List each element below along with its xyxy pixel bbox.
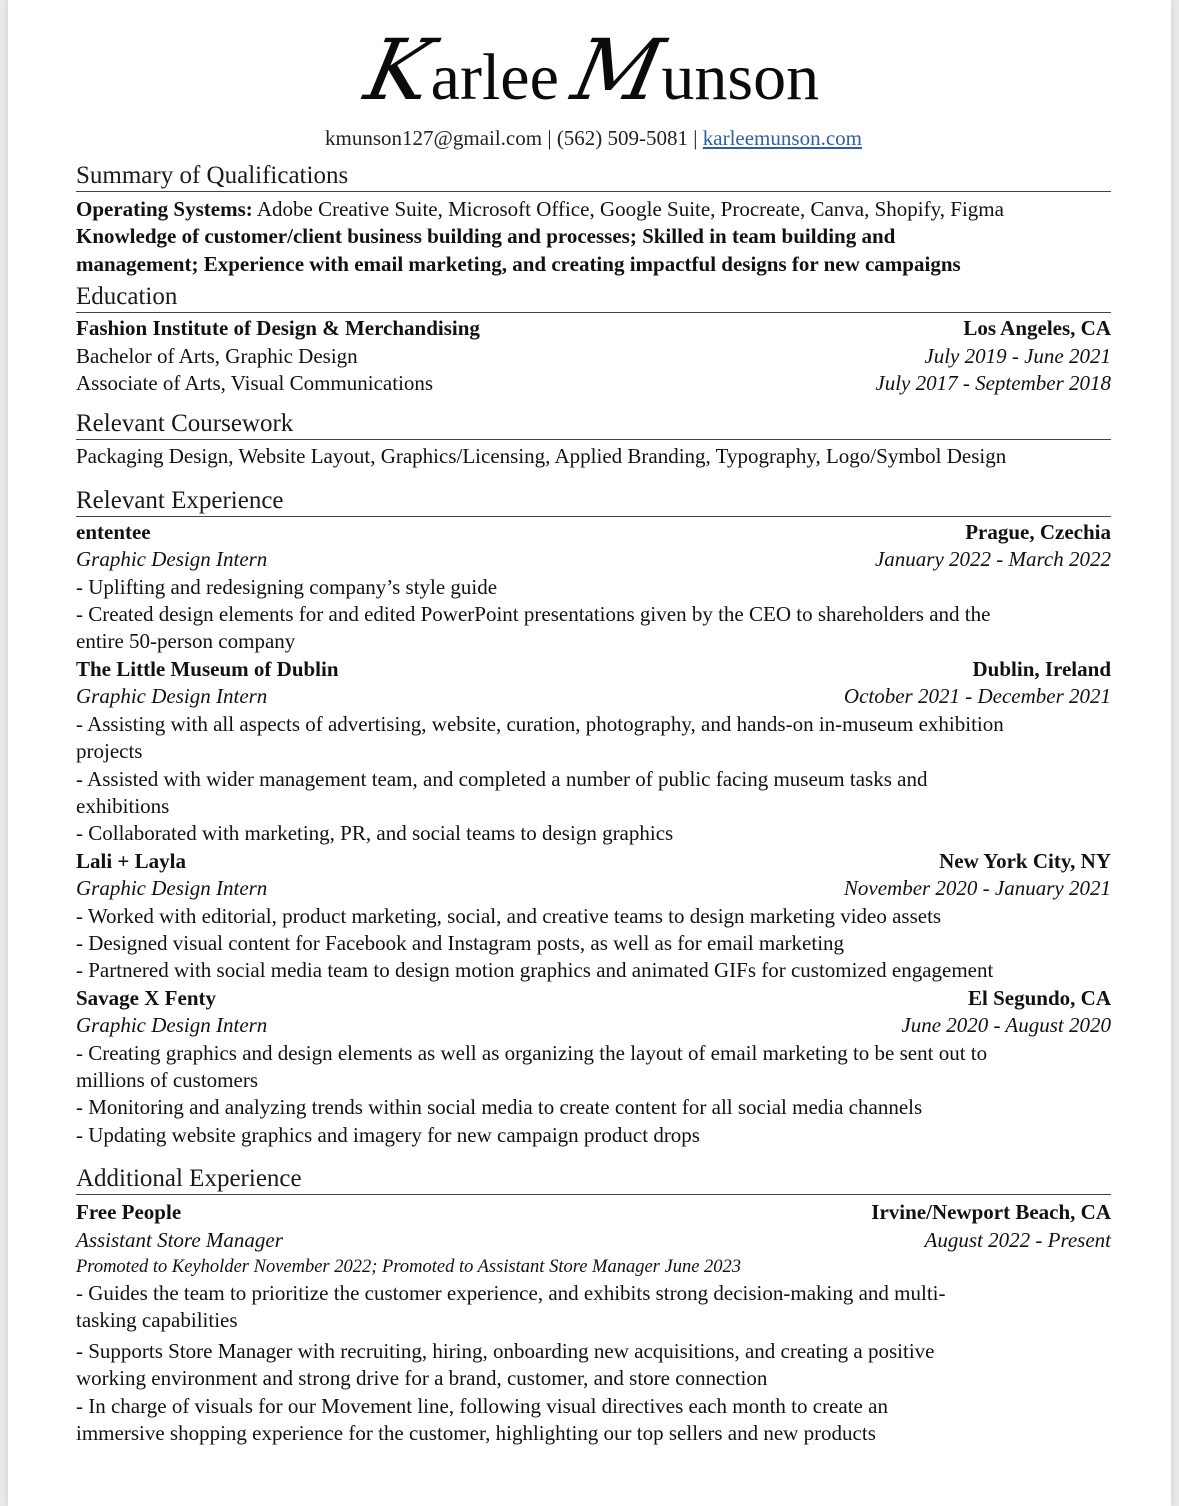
company-name: Free People bbox=[76, 1200, 182, 1225]
job-location: Irvine/Newport Beach, CA bbox=[871, 1200, 1111, 1225]
school-name: Fashion Institute of Design & Merchandising bbox=[76, 316, 480, 341]
company-name: Lali + Layla bbox=[76, 848, 186, 873]
knowledge-line: management; Experience with email marketing, and creating impactful designs for new campaigns bbox=[76, 251, 961, 276]
school-location: Los Angeles, CA bbox=[963, 316, 1111, 341]
promotion-note: Promoted to Keyholder November 2022; Promoted to Assistant Store Manager June 2023 bbox=[76, 1257, 742, 1277]
experience-heading: Relevant Experience bbox=[76, 486, 1111, 517]
job-bullet: - Designed visual content for Facebook and Instagram posts, as well as for email marketing bbox=[76, 930, 845, 955]
job-header-row bbox=[76, 848, 1111, 875]
degree-row bbox=[76, 370, 1111, 397]
degree-name: Bachelor of Arts, Graphic Design bbox=[76, 343, 358, 368]
company-name: Savage X Fenty bbox=[76, 985, 216, 1010]
job-header-row bbox=[76, 519, 1111, 546]
separator: | bbox=[542, 126, 557, 150]
job-bullet: - Guides the team to prioritize the customer experience, and exhibits strong decision-making and multi- bbox=[76, 1281, 946, 1305]
job-bullet: - Updating website graphics and imagery for new campaign product drops bbox=[76, 1122, 700, 1147]
candidate-name bbox=[76, 21, 1111, 119]
job-bullet: working environment and strong drive for a brand, customer, and store connection bbox=[76, 1366, 768, 1391]
job-bullet: - Partnered with social media team to design motion graphics and animated GIFs for customized engagement bbox=[76, 958, 994, 983]
job-bullet: tasking capabilities bbox=[76, 1308, 238, 1333]
job-dates: January 2022 - March 2022 bbox=[874, 547, 1111, 572]
job-bullet: entire 50-person company bbox=[76, 629, 296, 654]
degree-dates: July 2019 - June 2021 bbox=[924, 343, 1111, 368]
os-label: Operating Systems: bbox=[76, 197, 253, 221]
name-first-rest: arlee bbox=[430, 41, 559, 114]
email: kmunson127@gmail.com bbox=[325, 126, 543, 150]
knowledge-line: Knowledge of customer/client business building and processes; Skilled in team building and bbox=[76, 224, 896, 249]
operating-systems-line bbox=[76, 196, 1111, 223]
job-bullet: - Supports Store Manager with recruiting, hiring, onboarding new acquisitions, and creating a positive bbox=[76, 1338, 935, 1363]
job-title-row bbox=[76, 1227, 1111, 1254]
separator: | bbox=[688, 126, 703, 150]
job-header-row bbox=[76, 656, 1111, 683]
job-bullet: exhibitions bbox=[76, 793, 170, 818]
job-title: Graphic Design Intern bbox=[76, 684, 268, 709]
coursework-heading: Relevant Coursework bbox=[76, 409, 1111, 440]
job-bullet: projects bbox=[76, 739, 143, 764]
job-bullet: millions of customers bbox=[76, 1067, 258, 1092]
job-dates: June 2020 - August 2020 bbox=[901, 1013, 1111, 1038]
job-title-row bbox=[76, 1012, 1111, 1039]
job-bullet: - Assisted with wider management team, and completed a number of public facing museum tasks and bbox=[76, 766, 928, 791]
name-first-initial: K bbox=[357, 21, 442, 119]
job-bullet: - Created design elements for and edited PowerPoint presentations given by the CEO to shareholders and the bbox=[76, 602, 991, 627]
job-bullet: - Uplifting and redesigning company’s style guide bbox=[76, 574, 498, 599]
job-title: Graphic Design Intern bbox=[76, 1013, 268, 1038]
job-dates: October 2021 - December 2021 bbox=[843, 684, 1111, 709]
coursework-text: Packaging Design, Website Layout, Graphics/Licensing, Applied Branding, Typography, Logo/Symbol Design bbox=[76, 444, 1007, 469]
job-bullet: immersive shopping experience for the customer, highlighting our top sellers and new products bbox=[76, 1421, 876, 1446]
education-school-row bbox=[76, 315, 1111, 342]
name-last-initial: M bbox=[564, 21, 672, 119]
job-dates: November 2020 - January 2021 bbox=[843, 876, 1111, 901]
resume-content bbox=[76, 0, 1111, 1447]
job-bullet: - Assisting with all aspects of advertising, website, curation, photography, and hands-on in-museum exhibition bbox=[76, 711, 1004, 736]
job-title-row bbox=[76, 683, 1111, 710]
phone: (562) 509-5081 bbox=[556, 126, 689, 150]
job-bullet: - Creating graphics and design elements as well as organizing the layout of email marketing to be sent out to bbox=[76, 1040, 988, 1065]
degree-row bbox=[76, 343, 1111, 370]
job-title: Graphic Design Intern bbox=[76, 547, 268, 572]
job-header-row bbox=[76, 985, 1111, 1012]
job-header-row bbox=[76, 1199, 1111, 1226]
os-value: Adobe Creative Suite, Microsoft Office, Google Suite, Procreate, Canva, Shopify, Figma bbox=[252, 197, 1004, 221]
job-bullet: - Monitoring and analyzing trends within social media to create content for all social media channels bbox=[76, 1095, 923, 1120]
job-title: Graphic Design Intern bbox=[76, 876, 268, 901]
website-link[interactable]: karleemunson.com bbox=[702, 126, 862, 150]
education-heading: Education bbox=[76, 282, 1111, 313]
contact-line bbox=[76, 124, 1111, 152]
additional-heading: Additional Experience bbox=[76, 1164, 1111, 1195]
job-location: El Segundo, CA bbox=[968, 985, 1111, 1010]
job-location: Dublin, Ireland bbox=[972, 656, 1111, 681]
job-location: Prague, Czechia bbox=[965, 519, 1111, 544]
job-title: Assistant Store Manager bbox=[76, 1227, 283, 1252]
job-dates: August 2022 - Present bbox=[924, 1227, 1111, 1252]
job-bullet: - Worked with editorial, product marketing, social, and creative teams to design marketing video assets bbox=[76, 903, 942, 928]
job-bullet: - Collaborated with marketing, PR, and social teams to design graphics bbox=[76, 821, 674, 846]
company-name: ententee bbox=[76, 519, 151, 544]
job-location: New York City, NY bbox=[939, 848, 1111, 873]
name-last-rest: unson bbox=[661, 41, 820, 114]
job-bullet: - In charge of visuals for our Movement line, following visual directives each month to create an bbox=[76, 1393, 888, 1418]
job-title-row bbox=[76, 875, 1111, 902]
resume-page bbox=[8, 0, 1171, 1506]
job-title-row bbox=[76, 546, 1111, 573]
company-name: The Little Museum of Dublin bbox=[76, 656, 339, 681]
degree-dates: July 2017 - September 2018 bbox=[875, 371, 1111, 396]
summary-heading: Summary of Qualifications bbox=[76, 161, 1111, 192]
degree-name: Associate of Arts, Visual Communications bbox=[76, 371, 434, 396]
